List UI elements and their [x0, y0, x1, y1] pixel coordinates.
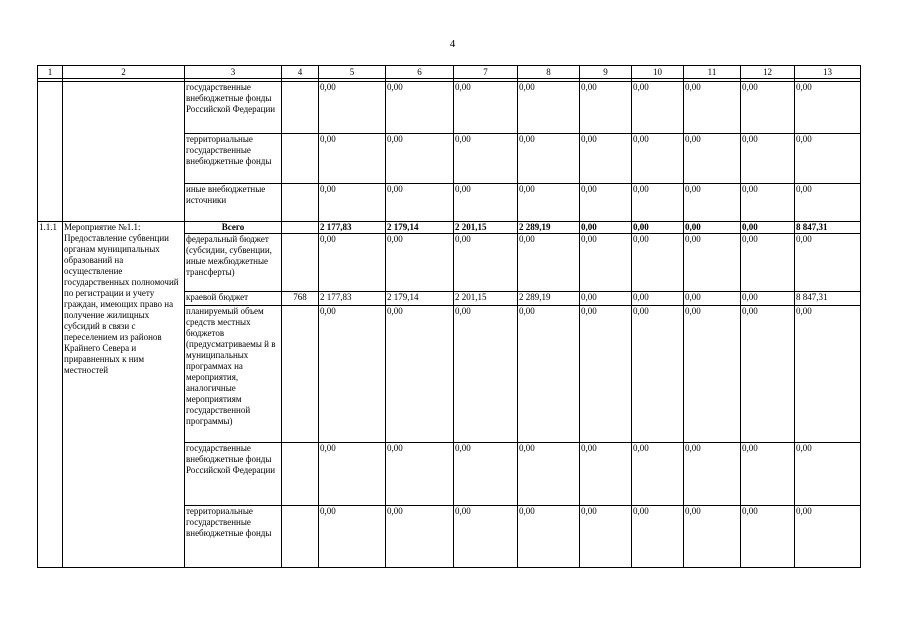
value-cell: 0,00	[319, 306, 386, 443]
value-cell: 0,00	[518, 184, 580, 222]
value-cell: 0,00	[632, 184, 684, 222]
value-cell: 0,00	[518, 506, 580, 568]
funding-source-cell: краевой бюджет	[185, 292, 282, 306]
value-cell: 2 179,14	[386, 222, 454, 234]
funding-source-cell: территориальные государственные внебюджетные фонды	[185, 506, 282, 568]
column-header: 11	[684, 66, 741, 79]
value-cell: 0,00	[684, 184, 741, 222]
value-cell: 0,00	[319, 506, 386, 568]
continued-id-cell	[38, 82, 63, 222]
table-row	[38, 82, 861, 134]
code-cell: 768	[282, 292, 319, 306]
column-header: 8	[518, 66, 580, 79]
value-cell: 2 289,19	[518, 222, 580, 234]
value-cell: 0,00	[454, 234, 518, 292]
value-cell: 0,00	[632, 82, 684, 134]
value-cell: 0,00	[319, 134, 386, 184]
value-cell: 0,00	[741, 82, 795, 134]
value-cell: 0,00	[454, 134, 518, 184]
value-cell: 2 177,83	[319, 222, 386, 234]
value-cell: 0,00	[386, 184, 454, 222]
value-cell: 0,00	[795, 234, 861, 292]
value-cell: 0,00	[684, 443, 741, 506]
value-cell: 0,00	[741, 184, 795, 222]
funding-source-cell: иные внебюджетные источники	[185, 184, 282, 222]
funding-source-cell: территориальные государственные внебюджетные фонды	[185, 134, 282, 184]
code-cell	[282, 234, 319, 292]
column-header: 9	[580, 66, 632, 79]
value-cell: 0,00	[386, 443, 454, 506]
value-cell: 0,00	[795, 134, 861, 184]
value-cell: 0,00	[580, 443, 632, 506]
code-cell	[282, 443, 319, 506]
value-cell: 0,00	[386, 82, 454, 134]
funding-source-cell: планируемый объем средств местных бюджетов (предусматриваемы й в муниципальных программах на мероприятия, аналогичные мероприятиям государственной программы)	[185, 306, 282, 443]
value-cell: 0,00	[684, 506, 741, 568]
value-cell: 0,00	[795, 306, 861, 443]
value-cell: 0,00	[319, 184, 386, 222]
value-cell: 0,00	[319, 234, 386, 292]
value-cell: 0,00	[684, 292, 741, 306]
value-cell: 0,00	[741, 443, 795, 506]
page-number: 4	[449, 38, 456, 50]
column-header: 7	[454, 66, 518, 79]
code-cell	[282, 184, 319, 222]
value-cell: 0,00	[684, 82, 741, 134]
measure-name-cell: Мероприятие №1.1: Предоставление субвенции органам муниципальных образований на осуществление государственных полномочий по регистрации и учету граждан, имеющих право на получение жилищных субсидий в связи с переселением из районов Крайнего Севера и приравненных к ним местностей	[63, 222, 185, 568]
continued-name-cell	[63, 82, 185, 222]
value-cell: 0,00	[795, 443, 861, 506]
value-cell: 0,00	[518, 134, 580, 184]
value-cell: 0,00	[795, 506, 861, 568]
column-header: 6	[386, 66, 454, 79]
column-header: 1	[38, 66, 63, 79]
value-cell: 0,00	[632, 234, 684, 292]
value-cell: 2 289,19	[518, 292, 580, 306]
value-cell: 0,00	[632, 134, 684, 184]
value-cell: 0,00	[580, 306, 632, 443]
code-cell	[282, 222, 319, 234]
value-cell: 0,00	[580, 134, 632, 184]
value-cell: 0,00	[580, 292, 632, 306]
value-cell: 0,00	[518, 306, 580, 443]
column-header: 12	[741, 66, 795, 79]
code-cell	[282, 306, 319, 443]
value-cell: 0,00	[741, 292, 795, 306]
value-cell: 0,00	[518, 234, 580, 292]
code-cell	[282, 134, 319, 184]
budget-table	[37, 65, 861, 568]
value-cell: 0,00	[741, 234, 795, 292]
value-cell: 0,00	[684, 306, 741, 443]
value-cell: 0,00	[454, 184, 518, 222]
value-cell: 2 179,14	[386, 292, 454, 306]
value-cell: 0,00	[684, 134, 741, 184]
value-cell: 0,00	[632, 443, 684, 506]
value-cell: 0,00	[684, 222, 741, 234]
value-cell: 0,00	[386, 234, 454, 292]
value-cell: 0,00	[580, 506, 632, 568]
value-cell: 0,00	[741, 306, 795, 443]
budget-table-container	[37, 65, 860, 568]
value-cell: 0,00	[684, 234, 741, 292]
funding-source-cell: федеральный бюджет (субсидии, субвенции, иные межбюджетные трансферты)	[185, 234, 282, 292]
value-cell: 0,00	[632, 222, 684, 234]
value-cell: 0,00	[632, 506, 684, 568]
column-header: 13	[795, 66, 861, 79]
value-cell: 0,00	[795, 82, 861, 134]
value-cell: 0,00	[741, 134, 795, 184]
funding-source-cell: Всего	[185, 222, 282, 234]
column-number-header	[38, 66, 861, 79]
value-cell: 0,00	[580, 222, 632, 234]
value-cell: 0,00	[580, 82, 632, 134]
value-cell: 0,00	[580, 234, 632, 292]
measure-id-cell: 1.1.1	[38, 222, 63, 568]
value-cell: 8 847,31	[795, 222, 861, 234]
column-header: 2	[63, 66, 185, 79]
value-cell: 0,00	[632, 306, 684, 443]
value-cell: 0,00	[386, 134, 454, 184]
value-cell: 0,00	[795, 184, 861, 222]
value-cell: 0,00	[580, 184, 632, 222]
value-cell: 0,00	[454, 443, 518, 506]
value-cell: 0,00	[319, 443, 386, 506]
value-cell: 0,00	[386, 506, 454, 568]
value-cell: 0,00	[454, 306, 518, 443]
value-cell: 2 201,15	[454, 222, 518, 234]
value-cell: 0,00	[319, 82, 386, 134]
value-cell: 0,00	[632, 292, 684, 306]
value-cell: 0,00	[741, 222, 795, 234]
value-cell: 0,00	[454, 506, 518, 568]
code-cell	[282, 82, 319, 134]
column-header: 3	[185, 66, 282, 79]
value-cell: 8 847,31	[795, 292, 861, 306]
funding-source-cell: государственные внебюджетные фонды Российской Федерации	[185, 82, 282, 134]
funding-source-cell: государственные внебюджетные фонды Российской Федерации	[185, 443, 282, 506]
value-cell: 0,00	[741, 506, 795, 568]
value-cell: 0,00	[386, 306, 454, 443]
column-header: 10	[632, 66, 684, 79]
value-cell: 2 201,15	[454, 292, 518, 306]
value-cell: 2 177,83	[319, 292, 386, 306]
value-cell: 0,00	[454, 82, 518, 134]
column-header: 4	[282, 66, 319, 79]
table-row	[38, 222, 861, 234]
value-cell: 0,00	[518, 82, 580, 134]
value-cell: 0,00	[518, 443, 580, 506]
code-cell	[282, 506, 319, 568]
column-header: 5	[319, 66, 386, 79]
